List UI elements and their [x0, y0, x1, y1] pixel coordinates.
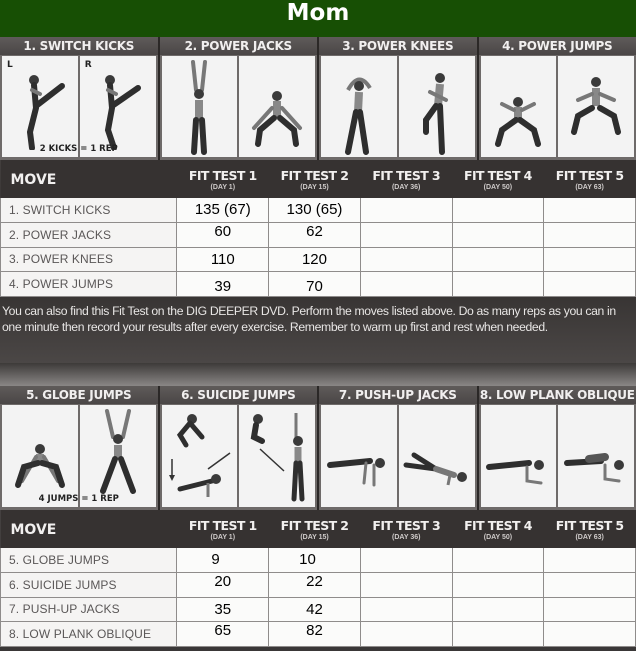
move-panel-switch-kicks — [0, 37, 160, 160]
table-row — [1, 198, 636, 223]
exercise-image-low-plank-oblique-twist — [558, 405, 634, 507]
score-cell[interactable] — [544, 622, 636, 647]
exercise-image-suicide-jump-squat-plank — [162, 405, 238, 507]
score-cell[interactable] — [452, 573, 544, 598]
score-cell[interactable] — [360, 573, 452, 598]
score-cell[interactable] — [452, 198, 544, 223]
figure-knee-icon — [412, 70, 462, 157]
instructions-text: You can also find this Fit Test on the DIG DEEPER DVD. Perform the moves listed above. Do as many reps as you can in one minute then record your results after every exercise. Remember to warm up first and rest when needed. — [2, 304, 616, 334]
table-row — [1, 597, 636, 622]
figure-kick-icon — [10, 70, 70, 150]
score-cell[interactable] — [360, 597, 452, 622]
score-cell[interactable] — [360, 548, 452, 573]
moves-row-1 — [0, 37, 636, 160]
score-cell[interactable] — [452, 597, 544, 622]
move-name: 5. GLOBE JUMPS — [1, 548, 177, 573]
score-cell[interactable] — [544, 198, 636, 223]
score-cell[interactable]: 35 — [177, 597, 269, 622]
exercise-image-power-jump-air — [558, 56, 634, 157]
header-fit-test-4: FIT TEST 4 (DAY 50) — [452, 510, 544, 548]
move-name: 4. POWER JUMPS — [1, 272, 177, 297]
move-name: 3. POWER KNEES — [1, 247, 177, 272]
exercise-image-globe-jump-star — [80, 405, 156, 507]
score-cell[interactable] — [452, 272, 544, 297]
score-cell[interactable] — [544, 247, 636, 272]
fit-test-table-1 — [0, 160, 636, 297]
table-row — [1, 573, 636, 598]
exercise-image-switch-kick-left — [2, 56, 78, 157]
exercise-image-push-up-jack-plank — [321, 405, 397, 507]
side-label: R — [84, 60, 92, 70]
exercise-image-power-jack-arms-up — [162, 56, 238, 157]
figure-plank-wide-icon — [402, 451, 472, 491]
move-name: 7. PUSH-UP JACKS — [1, 597, 177, 622]
figure-jump-reach-icon — [240, 409, 314, 507]
move-name: 8. LOW PLANK OBLIQUE — [1, 622, 177, 647]
move-panel-power-knees — [319, 37, 479, 160]
move-title: 8. LOW PLANK OBLIQUE — [479, 388, 635, 402]
move-title: 2. POWER JACKS — [160, 37, 318, 55]
table-row — [1, 247, 636, 272]
figure-low-plank-icon — [483, 455, 553, 489]
header-fit-test-1: FIT TEST 1 (DAY 1) — [177, 510, 269, 548]
score-cell[interactable] — [544, 597, 636, 622]
score-cell[interactable]: 10 — [269, 548, 361, 573]
score-cell[interactable] — [360, 247, 452, 272]
move-title: 4. POWER JUMPS — [479, 37, 636, 55]
move-panel-globe-jumps — [0, 386, 160, 510]
score-cell[interactable] — [360, 223, 452, 248]
exercise-image-switch-kick-right — [80, 56, 156, 157]
score-cell[interactable] — [452, 223, 544, 248]
header-fit-test-5: FIT TEST 5 (DAY 63) — [544, 510, 636, 548]
move-panel-suicide-jumps — [160, 386, 320, 510]
header-move: MOVE — [1, 160, 177, 198]
exercise-image-power-knee-arms-up — [321, 56, 397, 157]
table-row — [1, 272, 636, 297]
side-label: L — [7, 60, 13, 70]
move-title: 7. PUSH-UP JACKS — [319, 386, 477, 404]
score-cell[interactable]: 60 — [177, 223, 269, 248]
table-row — [1, 223, 636, 248]
exercise-image-suicide-jump-tuck-reach — [239, 405, 315, 507]
score-cell[interactable] — [452, 247, 544, 272]
score-cell[interactable] — [360, 272, 452, 297]
move-panel-power-jacks — [160, 37, 320, 160]
header-fit-test-3: FIT TEST 3 (DAY 36) — [360, 160, 452, 198]
table-header-row — [1, 510, 636, 548]
figure-kick-icon — [88, 70, 148, 150]
header-fit-test-2: FIT TEST 2 (DAY 15) — [269, 510, 361, 548]
score-cell[interactable] — [544, 548, 636, 573]
score-cell[interactable] — [544, 223, 636, 248]
move-panel-power-jumps — [479, 37, 636, 160]
exercise-image-power-jump-squat — [481, 56, 557, 157]
exercise-image-globe-jump-squat — [2, 405, 78, 507]
exercise-image-push-up-jack-wide — [399, 405, 475, 507]
score-cell[interactable]: 82 — [269, 622, 361, 647]
exercise-image-low-plank-oblique-start — [481, 405, 557, 507]
header-move: MOVE — [1, 510, 177, 548]
header-fit-test-2: FIT TEST 2 (DAY 15) — [269, 160, 361, 198]
score-cell[interactable]: 120 — [269, 247, 361, 272]
move-name: 6. SUICIDE JUMPS — [1, 573, 177, 598]
move-name: 2. POWER JACKS — [1, 223, 177, 248]
figure-squat-icon — [486, 92, 550, 148]
move-title: 1. SWITCH KICKS — [0, 37, 158, 55]
score-cell[interactable] — [360, 622, 452, 647]
rep-note: 4 JUMPS = 1 REP — [38, 494, 119, 504]
score-cell[interactable]: 62 — [269, 223, 361, 248]
page-title: Mom — [0, 0, 636, 37]
score-cell[interactable] — [452, 622, 544, 647]
score-cell[interactable]: 65 — [177, 622, 269, 647]
score-cell[interactable] — [544, 573, 636, 598]
score-cell[interactable] — [544, 272, 636, 297]
rep-note: 2 KICKS = 1 REP — [39, 144, 118, 154]
table-row — [1, 548, 636, 573]
moves-row-2 — [0, 386, 636, 510]
figure-plank-icon — [324, 455, 394, 491]
exercise-image-power-jack-squat — [239, 56, 315, 157]
move-title: 3. POWER KNEES — [319, 37, 477, 55]
score-cell[interactable]: 42 — [269, 597, 361, 622]
score-cell[interactable]: 70 — [269, 272, 361, 297]
figure-jump-icon — [564, 74, 628, 140]
score-cell[interactable]: 130 (65) — [269, 198, 361, 223]
move-title: 6. SUICIDE JUMPS — [160, 386, 318, 404]
figure-squat-icon — [8, 441, 72, 491]
score-cell[interactable]: 135 (67) — [177, 198, 269, 223]
header-fit-test-5: FIT TEST 5 (DAY 63) — [544, 160, 636, 198]
figure-star-jump-icon — [93, 409, 143, 495]
figure-squat-icon — [242, 88, 312, 148]
figure-burpee-icon — [162, 409, 236, 507]
header-fit-test-1: FIT TEST 1 (DAY 1) — [177, 160, 269, 198]
header-fit-test-3: FIT TEST 3 (DAY 36) — [360, 510, 452, 548]
score-cell[interactable]: 9 — [177, 548, 269, 573]
exercise-image-power-knee-raise — [399, 56, 475, 157]
score-cell[interactable] — [360, 198, 452, 223]
move-title: 5. GLOBE JUMPS — [0, 386, 158, 404]
score-cell[interactable]: 22 — [269, 573, 361, 598]
table-header-row — [1, 160, 636, 198]
figure-jack-icon — [179, 60, 219, 157]
figure-knee-icon — [334, 68, 384, 157]
score-cell[interactable]: 110 — [177, 247, 269, 272]
move-name: 1. SWITCH KICKS — [1, 198, 177, 223]
score-cell[interactable]: 39 — [177, 272, 269, 297]
move-panel-low-plank-oblique — [479, 386, 636, 510]
header-fit-test-4: FIT TEST 4 (DAY 50) — [452, 160, 544, 198]
figure-low-plank-twist-icon — [561, 451, 631, 489]
fit-test-table-2 — [0, 510, 636, 647]
move-panel-push-up-jacks — [319, 386, 479, 510]
score-cell[interactable]: 20 — [177, 573, 269, 598]
score-cell[interactable] — [452, 548, 544, 573]
table-row — [1, 622, 636, 647]
